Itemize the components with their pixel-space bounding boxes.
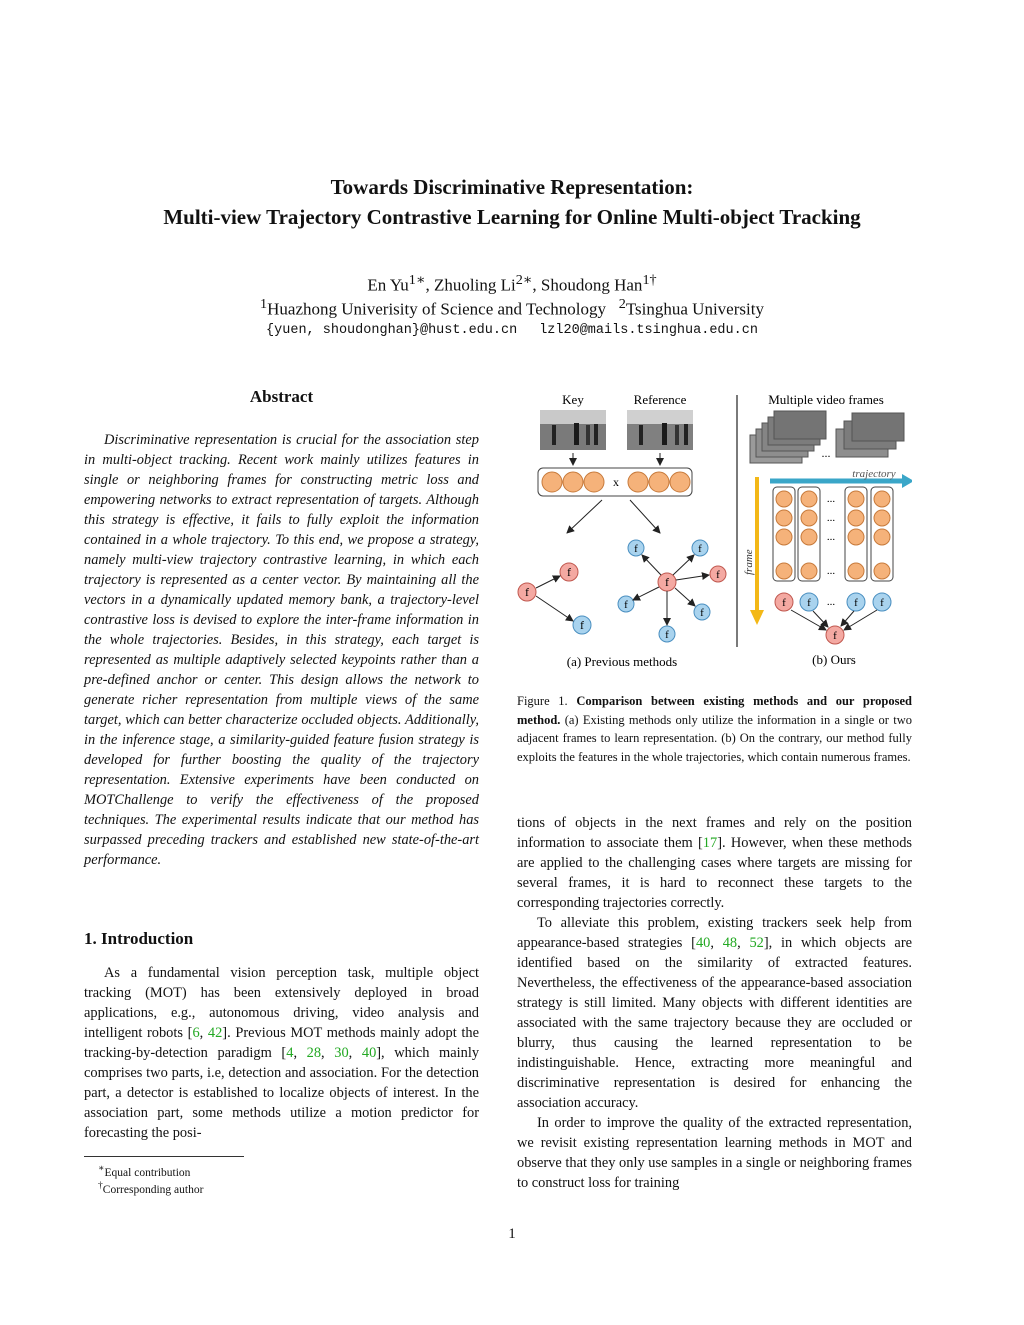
affiliation-name: Tsinghua University	[625, 299, 764, 319]
intro-heading: 1. Introduction	[84, 929, 194, 948]
node-f-label: f	[716, 569, 720, 581]
text-run: To alleviate this problem, existing trackers seek help from appearance-based strategies [	[517, 915, 912, 951]
footnote-text: Corresponding author	[102, 1183, 204, 1196]
citation-link[interactable]: 52	[749, 935, 764, 951]
citation-link[interactable]: 40	[361, 1045, 377, 1061]
node-f-label: f	[665, 575, 669, 589]
text-run: ,	[737, 935, 750, 951]
feature-node	[670, 472, 690, 492]
feature-node	[628, 472, 648, 492]
node-f-label: f	[665, 629, 669, 641]
label-key: Key	[562, 392, 584, 407]
author-sup: 2∗	[515, 272, 533, 288]
text-run: ], which mainly comprises two parts, i.e, detection and association. For the detection part, a detector is established to localize objects of interest. In the association part, some methods utilize a motion predictor for forecasting the posi-	[84, 1045, 480, 1141]
node-f-label: f	[782, 597, 786, 609]
citation-link[interactable]: 17	[702, 835, 718, 851]
footnote-mark: †	[98, 1180, 103, 1191]
abstract-text: Discriminative representation is crucial for the association step in multi-object tracking. Recent work mainly utilizes features in single or neighboring frames for constructing metric loss and empowering networks to extract representation of targets. Although this strategy is effective, it fails to fully exploit the information contained in a whole trajectory. To this end, we propose a strategy, namely multi-view trajectory contrastive learning, in which each trajectory is represented as a center vector. By maintaining all the vectors in a dynamically updated memory bank, a trajectory-level contrastive loss is devised to explore the inter-frame information in the whole trajectories. Besides, in this strategy, each target is represented as multiple adaptively selected keypoints rather than a pre-defined anchor or center. This design allows the network to generate richer representation from multiple views of the same target, which can better characterize occluded objects. Additionally, in the inference stage, a similarity-guided feature fusion strategy is developed for further boosting the quality of the trajectory representation. Extensive experiments have been conducted on MOTChallenge to verify the effectiveness of the proposed techniques. The experimental results indicate that our method has surpassed preceding trackers and established new state-of-the-art performance.	[84, 432, 479, 868]
author-list: En $Yu^{1∗}$, Zhuoling $Li^{2∗}$, Shoudong Han$^{1\dagger}$	[367, 272, 657, 295]
author-name: Shoudong Han	[540, 275, 643, 295]
trajectory-column	[773, 487, 795, 581]
figure-caption	[517, 692, 912, 766]
node-f-label: f	[525, 585, 529, 599]
node-f-label: f	[624, 599, 628, 611]
text-run: ,	[321, 1045, 335, 1061]
author-sup: 1∗	[408, 272, 426, 288]
citation-link[interactable]: 4	[286, 1045, 294, 1061]
affiliation-list	[0, 296, 1024, 320]
label-x: x	[613, 475, 619, 489]
trajectory-column	[845, 487, 867, 581]
key-frame-image	[540, 410, 606, 450]
footnote-rule	[84, 1156, 244, 1157]
subcaption-b: (b) Ours	[812, 652, 856, 667]
text-run: ]. Previous MOT methods mainly adopt the tracking-by-detection paradigm [	[84, 1025, 479, 1061]
node-f-label: f	[580, 618, 584, 632]
footnote-text: Equal contribution	[104, 1166, 191, 1179]
feature-node	[649, 472, 669, 492]
affiliation-sup: 2	[618, 296, 626, 312]
citation-link[interactable]: 28	[306, 1045, 322, 1061]
feature-node	[584, 472, 604, 492]
node-f-label: f	[833, 630, 837, 642]
reference-frame-image	[627, 410, 693, 450]
node-f-label: f	[700, 607, 704, 619]
label-multiple-frames: Multiple video frames	[768, 392, 884, 407]
intro-paragraph-1	[84, 963, 479, 1143]
text-run: ,	[293, 1045, 307, 1061]
citation-link[interactable]: 48	[722, 935, 738, 951]
node-f-label: f	[854, 597, 858, 609]
caption-label: Figure 1.	[517, 694, 568, 708]
ellipsis: ...	[826, 565, 836, 577]
ellipsis: ...	[826, 531, 836, 543]
author-name: En Yu	[367, 275, 409, 295]
ellipsis: ...	[821, 446, 831, 460]
text-run: ], in which objects are identified based on the similarity of extracted features. Nevertheless, the effectiveness of the appearance-based association strategy is still limited. Many objects with different identities are associated with the same trajectory because they are occluded or blurry, thus causing the learned representation to be indistinguishable. Hence, extracting more meaningful and discriminative representation is desired for enhancing the association accuracy.	[517, 935, 913, 1111]
trajectory-column	[798, 487, 820, 581]
intro-paragraph-2	[517, 913, 912, 1113]
affiliation-name: Huazhong Univerisity of Science and Technology	[267, 299, 607, 319]
figure-1	[512, 385, 912, 675]
email: lzl20@mails.tsinghua.edu.cn	[539, 323, 758, 338]
trajectory-column	[871, 487, 893, 581]
feature-node	[563, 472, 583, 492]
node-f-label: f	[634, 543, 638, 555]
text-run: ,	[348, 1045, 362, 1061]
subcaption-a: (a) Previous methods	[566, 654, 678, 669]
ellipsis: ...	[826, 596, 836, 608]
paper-title-line1: Towards Discriminative Representation:	[330, 175, 694, 199]
ellipsis: ...	[826, 512, 836, 524]
author-name: Zhuoling Li	[434, 275, 516, 295]
caption-text: (a) Existing methods only utilize the information in a single or two adjacent frames to learn representation. (b) On the contrary, our method fully exploits the features in the whole trajectories, which contain numerous frames.	[517, 712, 912, 764]
intro-paragraph-1-cont	[517, 813, 912, 913]
abstract-heading: Abstract	[249, 387, 314, 406]
email: {yuen, shoudonghan}@hust.edu.cn	[266, 323, 518, 338]
node-f-label: f	[807, 597, 811, 609]
node-f-label: f	[698, 543, 702, 555]
email-list	[0, 323, 1024, 338]
citation-link[interactable]: 6	[192, 1025, 200, 1041]
paper-title-line2: Multi-view Trajectory Contrastive Learning for Online Multi-object Tracking	[163, 205, 861, 229]
text-run: ]. However, when these methods are applied to the challenging cases where targets are missing for several frames, it is hard to reconnect these targets to the corresponding trajectories correctly.	[517, 835, 912, 911]
text-run: ,	[199, 1025, 208, 1041]
text-run: As a fundamental vision perception task, multiple object tracking (MOT) has been extensively deployed in broad applications, e.g., autonomous driving, video analysis and intelligent robots [	[84, 965, 479, 1041]
intro-paragraph-3: In order to improve the quality of the extracted representation, we revisit existing representation learning methods in MOT and observe that they only use samples in a single or neighboring frames to construct loss for training	[517, 1115, 912, 1191]
affiliation-sup: 1	[260, 296, 268, 312]
footnote-mark: ∗	[98, 1163, 105, 1174]
text-run: ,	[710, 935, 723, 951]
caption-title: Comparison between existing methods and our proposed method.	[517, 694, 912, 727]
feature-node	[542, 472, 562, 492]
text-run: tions of objects in the next frames and rely on the position information to associate them [	[517, 815, 912, 851]
citation-link[interactable]: 42	[207, 1025, 223, 1041]
footnote	[98, 1178, 203, 1198]
page-number: 1	[508, 1226, 516, 1242]
intro-right-column	[517, 813, 912, 1193]
author-sup: 1†	[642, 272, 657, 288]
node-f-label: f	[567, 565, 571, 579]
label-reference: Reference	[633, 392, 687, 407]
citation-link[interactable]: 40	[695, 935, 711, 951]
trajectory-label: trajectory	[852, 468, 896, 480]
ellipsis: ...	[826, 493, 836, 505]
frame-label: frame	[743, 549, 755, 575]
abstract-body	[84, 430, 479, 870]
node-f-label: f	[880, 597, 884, 609]
citation-link[interactable]: 30	[334, 1045, 349, 1061]
